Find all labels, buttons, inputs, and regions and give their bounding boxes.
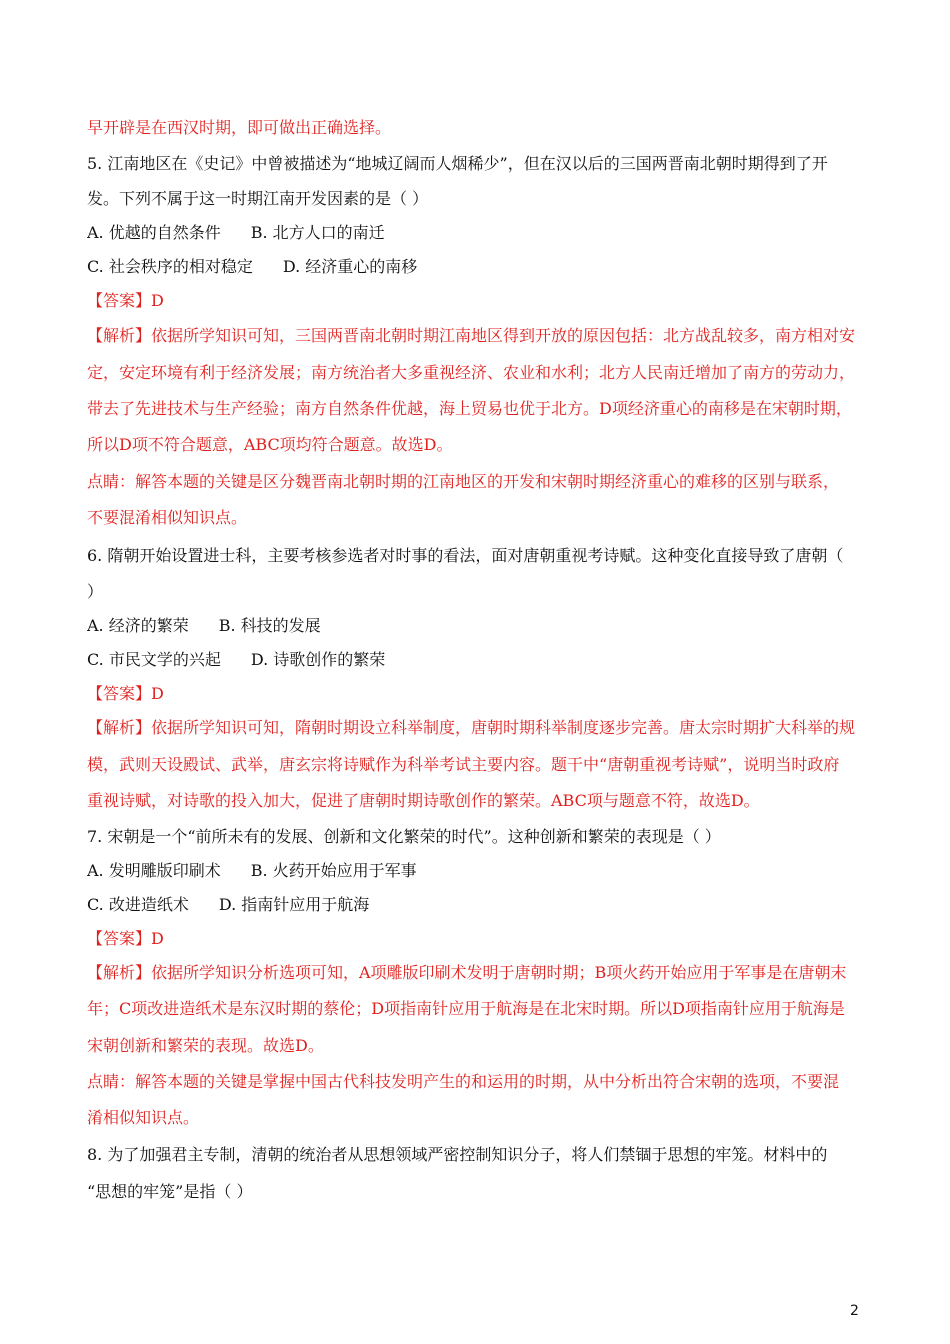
q6-option-c: C. 市民文学的兴起 [87,650,221,669]
q7-analysis-line: 【解析】依据所学知识分析选项可知，A项雕版印刷术发明于唐朝时期；B项火药开始应用于军事是在唐朝末 [87,963,847,982]
q5-analysis-line: 所以D项不符合题意，ABC项均符合题意。故选D。 [87,435,453,454]
q6-answer: 【答案】D [87,684,164,703]
q7-analysis-line: 年；C项改进造纸术是东汉时期的蔡伦；D项指南针应用于航海是在北宋时期。所以D项指南针应用于航海是 [87,999,845,1018]
q5-analysis-line: 【解析】依据所学知识可知，三国两晋南北朝时期江南地区得到开放的原因包括：北方战乱较多，南方相对安 [87,326,856,345]
q7-stem-line-1: 7. 宋朝是一个“前所未有的发展、创新和文化繁荣的时代”。这种创新和繁荣的表现是（ ） [87,827,721,846]
q6-stem-line-2: ） [87,582,104,601]
q7-tip-line: 淆相似知识点。 [87,1108,200,1127]
q6-analysis-line: 【解析】依据所学知识可知，隋朝时期设立科举制度，唐朝时期科举制度逐步完善。唐太宗时期扩大科举的规 [87,718,856,737]
q6-options-row-2 [87,648,877,672]
q7-option-a: A. 发明雕版印刷术 [87,861,221,880]
q7-options-row-1 [87,859,877,883]
q6-option-a: A. 经济的繁荣 [87,616,189,635]
q7-options-row-2 [87,893,877,917]
q5-analysis-line: 带去了先进技术与生产经验；南方自然条件优越，海上贸易也优于北方。D项经济重心的南移是在宋朝时期， [87,399,852,418]
q6-option-d: D. 诗歌创作的繁荣 [250,650,386,669]
q5-answer: 【答案】D [87,291,164,310]
q7-option-d: D. 指南针应用于航海 [218,895,370,914]
q6-analysis-line: 重视诗赋，对诗歌的投入加大，促进了唐朝时期诗歌创作的繁荣。ABC项与题意不符，故选D。 [87,791,760,810]
q7-option-b: B. 火药开始应用于军事 [250,861,417,880]
q6-analysis-line: 模，武则天设殿试、武举，唐玄宗将诗赋作为科举考试主要内容。题干中“唐朝重视考诗赋”，说明当时政府 [87,755,840,774]
q5-option-d: D. 经济重心的南移 [282,257,418,276]
q8-stem-line-1: 8. 为了加强君主专制，清朝的统治者从思想领域严密控制知识分子，将人们禁锢于思想的牢笼。材料中的 [87,1145,828,1164]
q7-analysis-line: 宋朝创新和繁荣的表现。故选D。 [87,1036,324,1055]
page-number: 2 [850,1303,859,1319]
q7-option-c: C. 改进造纸术 [87,895,189,914]
q8-stem-line-2: “思想的牢笼”是指（ ） [87,1182,253,1201]
q5-options-row-1 [87,221,877,245]
q7-tip-line: 点睛：解答本题的关键是掌握中国古代科技发明产生的和运用的时期，从中分析出符合宋朝的选项，不要混 [87,1072,840,1091]
q7-answer: 【答案】D [87,929,164,948]
q6-option-b: B. 科技的发展 [218,616,321,635]
q6-stem-line-1: 6. 隋朝开始设置进士科，主要考核参选者对时事的看法，面对唐朝重视考诗赋。这种变化直接导致了唐朝（ [87,546,844,565]
q5-stem-line-2: 发。下列不属于这一时期江南开发因素的是（ ） [87,189,429,208]
q5-tip-line: 不要混淆相似知识点。 [87,508,248,527]
q6-options-row-1 [87,614,877,638]
q5-option-a: A. 优越的自然条件 [87,223,221,242]
q5-options-row-2 [87,255,877,279]
q5-analysis-line: 定，安定环境有利于经济发展；南方统治者大多重视经济、农业和水利；北方人民南迁增加了南方的劳动力， [87,363,856,382]
q5-option-c: C. 社会秩序的相对稳定 [87,257,253,276]
q5-option-b: B. 北方人口的南迁 [250,223,385,242]
q5-tip-line: 点睛：解答本题的关键是区分魏晋南北朝时期的江南地区的开发和宋朝时期经济重心的难移的区别与联系， [87,472,840,491]
previous-analysis-tail: 早开辟是在西汉时期，即可做出正确选择。 [87,118,392,137]
q5-stem-line-1: 5. 江南地区在《史记》中曾被描述为“地城辽阔而人烟稀少”，但在汉以后的三国两晋南北朝时期得到了开 [87,154,828,173]
